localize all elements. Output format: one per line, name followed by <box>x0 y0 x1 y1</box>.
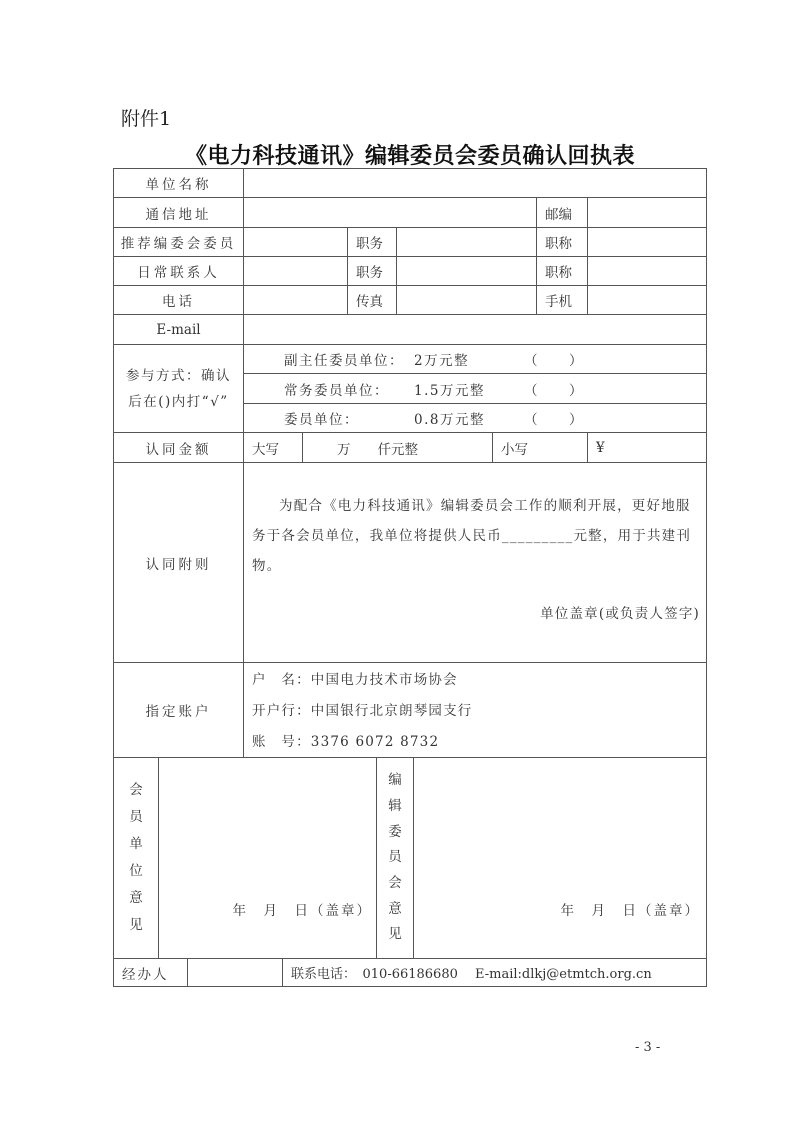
option-vice-chair[interactable] <box>243 344 707 374</box>
editorial-opinion-char: 会 <box>388 874 402 891</box>
editorial-opinion-char: 员 <box>388 849 402 866</box>
title-label: 职称 <box>536 256 588 286</box>
signature-label: 单位盖章(或负责人签字) <box>540 606 700 622</box>
contact-label: 日常联系人 <box>113 256 244 286</box>
lowercase-label: 小写 <box>492 432 588 463</box>
editorial-opinion-char: 辑 <box>388 797 402 814</box>
account-bank: 开户行：中国银行北京朗琴园支行 <box>252 703 473 719</box>
phone-label: 电话 <box>113 285 244 315</box>
lowercase-amount-field[interactable]: ¥ <box>587 432 707 463</box>
terms-paragraph <box>252 491 702 581</box>
editorial-opinion-char: 意 <box>388 900 402 917</box>
capital-label: 大写 <box>243 432 303 463</box>
position-label: 职务 <box>347 227 397 257</box>
unit-name-field[interactable] <box>243 168 707 198</box>
contact-position-field[interactable] <box>396 256 537 286</box>
editorial-opinion-char: 见 <box>388 926 402 943</box>
recommended-member-field[interactable] <box>243 227 348 257</box>
member-opinion-label <box>113 757 159 959</box>
editorial-opinion-label <box>376 757 414 959</box>
terms-amount-blank[interactable]: _________ <box>501 528 574 544</box>
option-standing[interactable] <box>243 373 707 404</box>
member-position-field[interactable] <box>396 227 537 257</box>
terms-text-part2: 元整，用于共建刊物。 <box>252 528 692 574</box>
attachment-label: 附件1 <box>121 108 172 130</box>
account-details <box>243 662 707 758</box>
option-unit: 委员单位： <box>284 412 359 428</box>
fax-field[interactable] <box>396 285 537 315</box>
option-unit: 常务委员单位： <box>284 382 389 399</box>
handler-field[interactable] <box>187 958 283 987</box>
participation-label <box>113 344 244 433</box>
option-amount: 1.5万元整 <box>414 382 485 399</box>
participation-label-line1: 参与方式：确认 <box>126 367 231 384</box>
amount-label: 认同金额 <box>113 432 244 463</box>
mobile-label: 手机 <box>536 285 588 315</box>
page-number: - 3 - <box>635 1040 661 1055</box>
postcode-field[interactable] <box>587 197 707 228</box>
terms-text-part1: 为配合《电力科技通讯》编辑委员会工作的顺利开展，更好地服务于各会员单位，我单位将提供人民币 <box>252 498 691 544</box>
email-field[interactable] <box>243 314 707 345</box>
option-unit: 副主任委员单位： <box>284 353 404 369</box>
fax-label: 传真 <box>347 285 397 315</box>
editorial-opinion-char: 委 <box>388 823 402 840</box>
member-opinion-char: 意 <box>129 889 143 906</box>
member-opinion-char: 见 <box>129 916 143 933</box>
member-opinion-field[interactable] <box>158 757 377 959</box>
recommended-member-label: 推荐编委会委员 <box>113 227 244 257</box>
editorial-opinion-field[interactable] <box>413 757 707 959</box>
mobile-field[interactable] <box>587 285 707 315</box>
email-label: E-mail <box>113 314 244 345</box>
address-field[interactable] <box>243 197 537 228</box>
confirmation-form-table <box>113 168 707 987</box>
terms-content <box>243 462 707 663</box>
member-opinion-char: 员 <box>129 808 143 825</box>
editorial-date-seal: 年 月 日（盖章） <box>560 903 700 919</box>
member-opinion-char: 会 <box>129 781 143 798</box>
terms-label: 认同附则 <box>113 462 244 663</box>
contact-info: 联系电话： 010-66186680 E-mail:dlkj@etmtch.org.cn <box>282 958 707 987</box>
capital-amount-field[interactable]: 万 仟元整 <box>302 432 493 463</box>
contact-title-field[interactable] <box>587 256 707 286</box>
address-label: 通信地址 <box>113 197 244 228</box>
form-title: 《电力科技通讯》编辑委员会委员确认回执表 <box>184 144 635 169</box>
account-name: 户 名：中国电力技术市场协会 <box>252 672 458 688</box>
option-checkbox[interactable]: （ ） <box>524 353 584 369</box>
participation-label-line2: 后在()内打“√” <box>128 393 229 410</box>
handler-label: 经办人 <box>113 958 188 987</box>
member-opinion-char: 位 <box>129 862 143 879</box>
option-amount: 0.8万元整 <box>414 412 485 428</box>
member-title-field[interactable] <box>587 227 707 257</box>
phone-field[interactable] <box>243 285 348 315</box>
account-info <box>252 665 473 758</box>
position-label: 职务 <box>347 256 397 286</box>
title-label: 职称 <box>536 227 588 257</box>
editorial-opinion-char: 编 <box>388 772 402 789</box>
member-date-seal: 年 月 日（盖章） <box>232 903 372 919</box>
option-amount: 2万元整 <box>414 353 470 369</box>
option-member[interactable] <box>243 403 707 433</box>
postcode-label: 邮编 <box>536 197 588 228</box>
option-checkbox[interactable]: （ ） <box>524 382 584 399</box>
account-label: 指定账户 <box>113 662 244 758</box>
contact-field[interactable] <box>243 256 348 286</box>
account-number: 账 号：3376 6072 8732 <box>252 734 440 750</box>
member-opinion-char: 单 <box>129 835 143 852</box>
unit-name-label: 单位名称 <box>113 168 244 198</box>
option-checkbox[interactable]: （ ） <box>524 412 584 428</box>
